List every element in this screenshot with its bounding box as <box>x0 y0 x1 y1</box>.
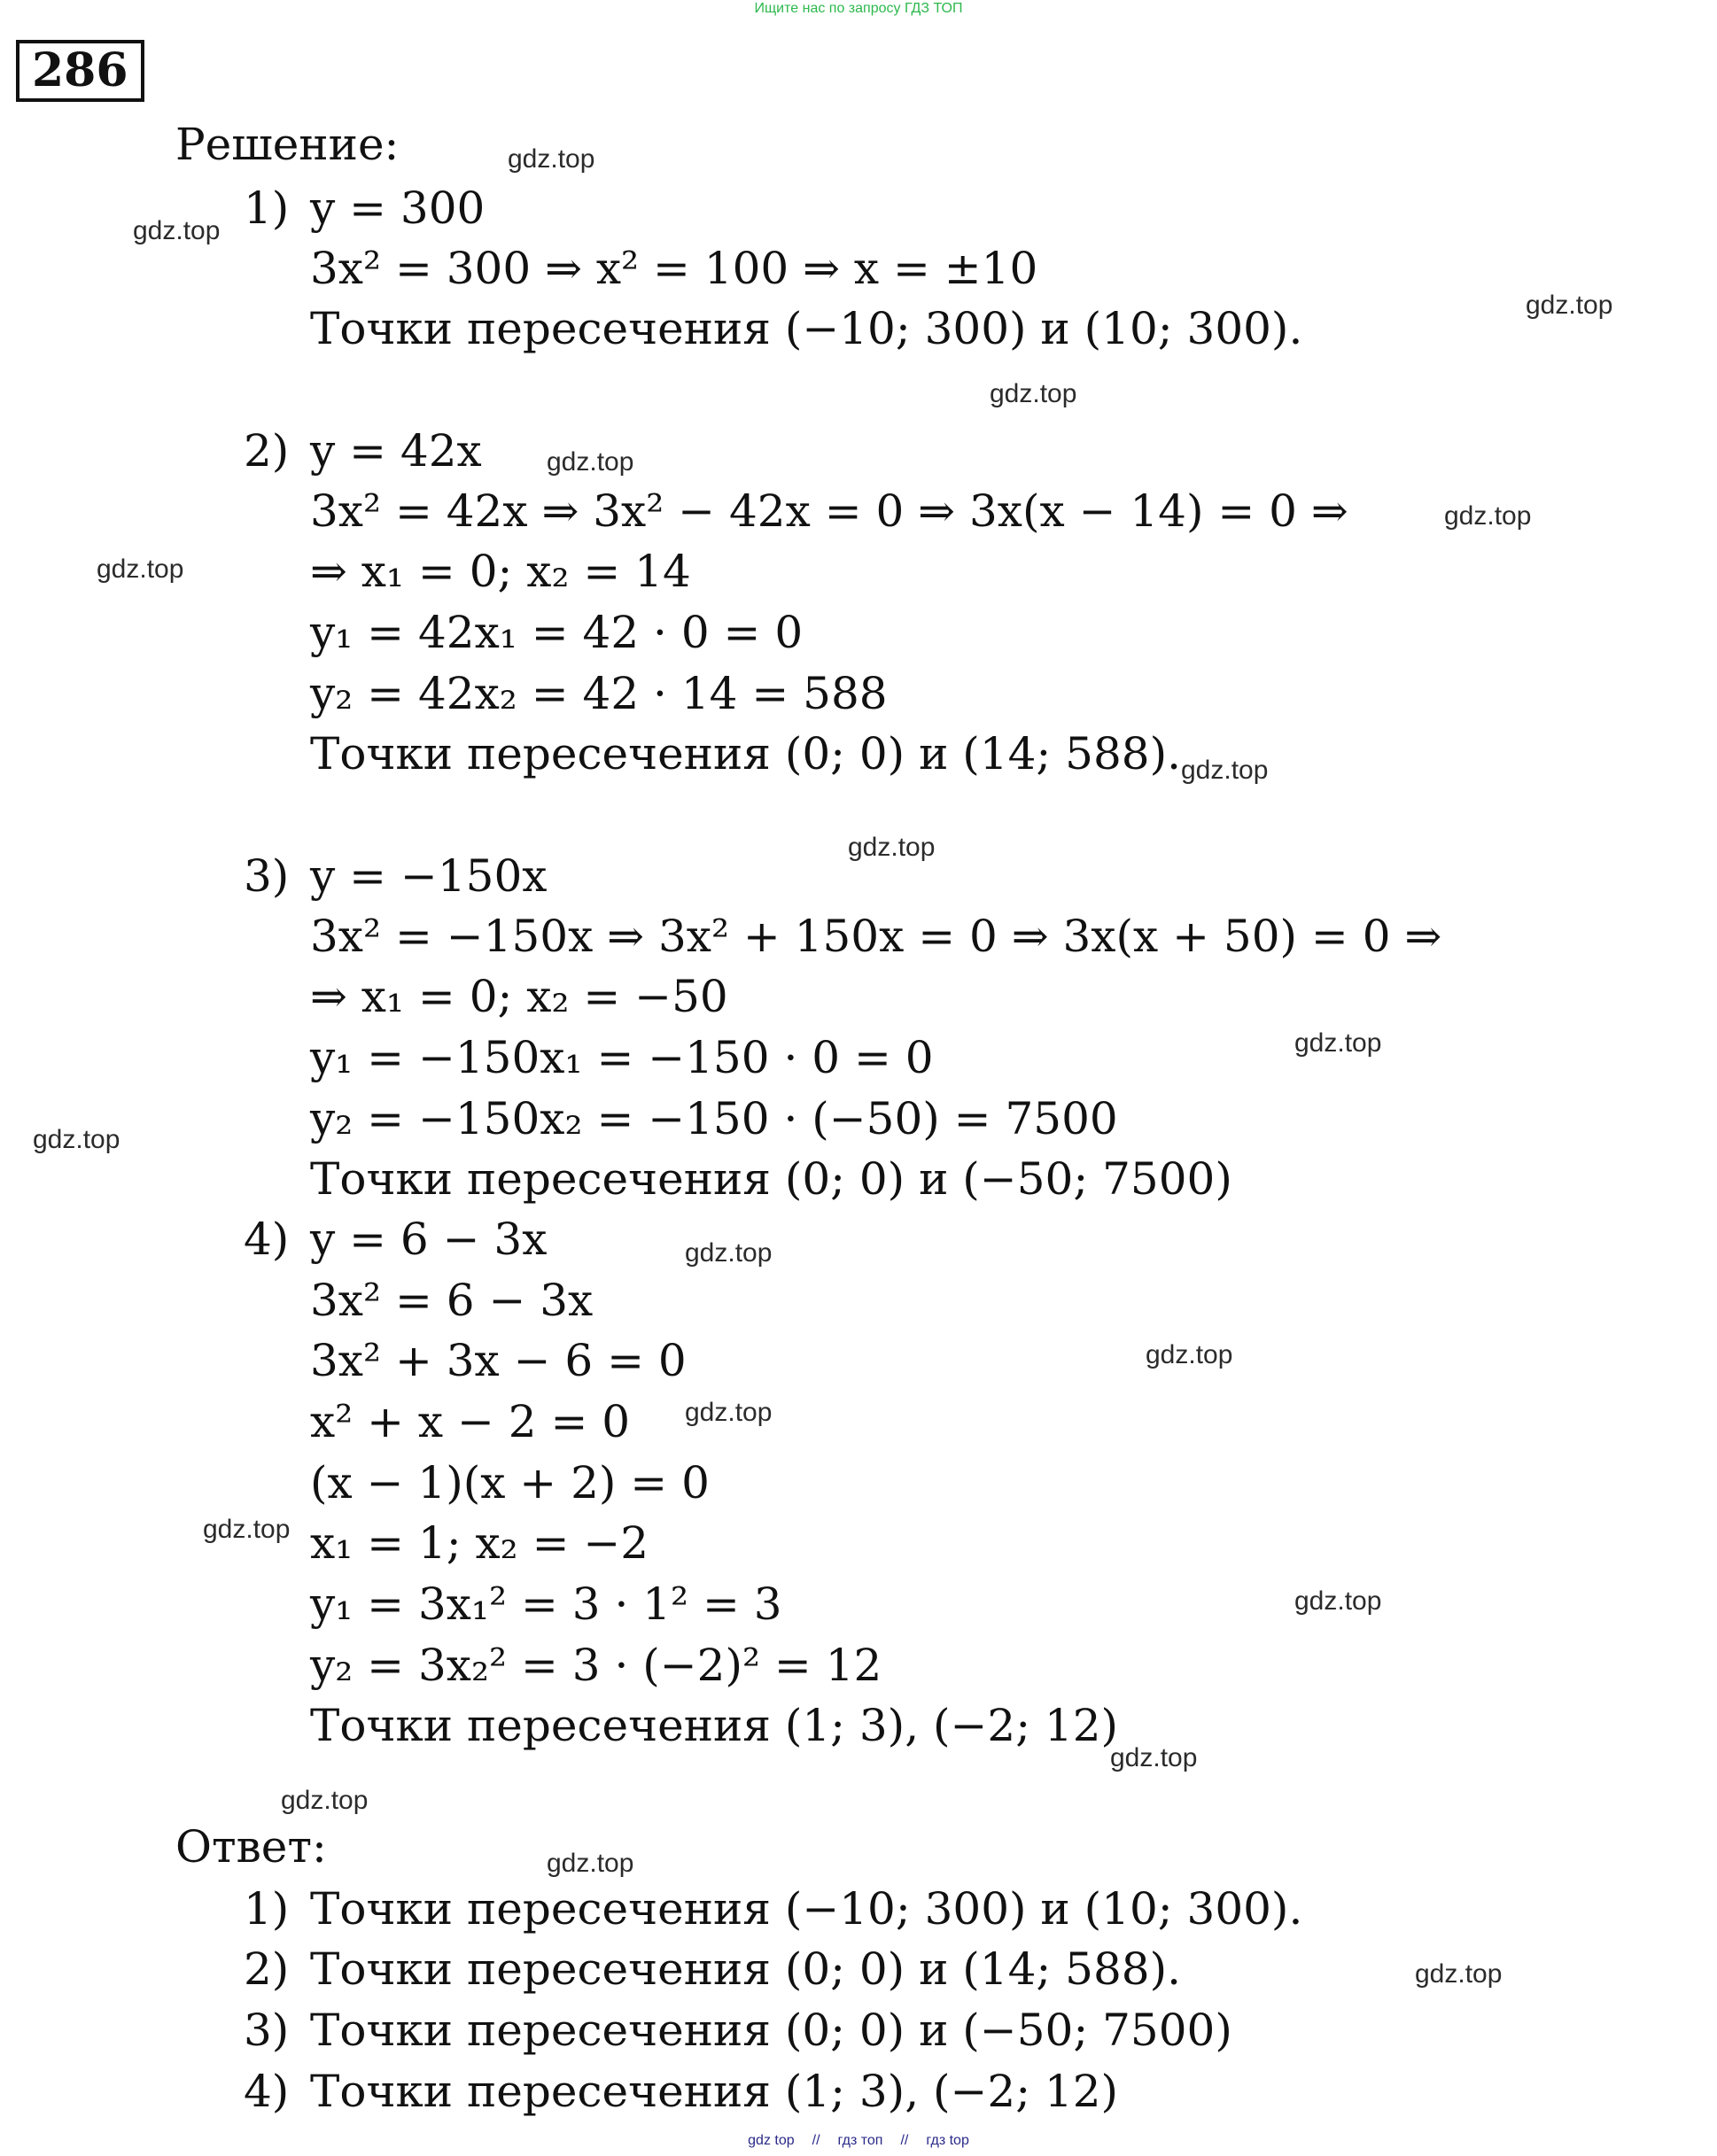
watermark: gdz.top <box>848 833 936 862</box>
watermark: gdz.top <box>1526 291 1613 320</box>
solution-line: y₂ = 3x₂² = 3 · (−2)² = 12 <box>310 1640 882 1691</box>
watermark: gdz.top <box>1294 1586 1382 1616</box>
solution-line: Точки пересечения (0; 0) и (−50; 7500) <box>310 1153 1232 1205</box>
watermark: gdz.top <box>1146 1340 1233 1369</box>
answer-line: Точки пересечения (1; 3), (−2; 12) <box>310 2066 1119 2117</box>
watermark: gdz.top <box>547 1849 634 1878</box>
site-banner[interactable]: Ищите нас по запросу ГДЗ ТОП <box>754 1 963 16</box>
footer-link-gdz-top-ru[interactable]: гдз топ <box>837 2133 883 2148</box>
solution-line: y₂ = −150x₂ = −150 · (−50) = 7500 <box>310 1093 1118 1144</box>
solution-line: ⇒ x₁ = 0; x₂ = −50 <box>310 971 728 1022</box>
solution-line: 3x² = −150x ⇒ 3x² + 150x = 0 ⇒ 3x(x + 50) = 0 ⇒ <box>310 911 1442 962</box>
solution-line: y₂ = 42x₂ = 42 · 14 = 588 <box>310 668 888 719</box>
watermark: gdz.top <box>547 447 634 477</box>
answer-line: Точки пересечения (−10; 300) и (10; 300). <box>310 1883 1303 1935</box>
watermark: gdz.top <box>33 1125 120 1154</box>
watermark: gdz.top <box>1181 756 1269 785</box>
watermark: gdz.top <box>133 216 221 245</box>
solution-line: Точки пересечения (0; 0) и (14; 588). <box>310 728 1182 779</box>
part-label-1: 1) <box>244 182 290 234</box>
answer-label-4: 4) <box>244 2066 290 2117</box>
solution-line: Точки пересечения (−10; 300) и (10; 300). <box>310 303 1303 354</box>
answer-label-2: 2) <box>244 1943 290 1995</box>
answer-label-1: 1) <box>244 1883 290 1935</box>
watermark: gdz.top <box>203 1515 291 1544</box>
watermark: gdz.top <box>1415 1959 1503 1989</box>
footer-link-gdz-top-mixed[interactable]: гдз top <box>926 2133 969 2148</box>
solution-line: (x − 1)(x + 2) = 0 <box>310 1457 710 1508</box>
watermark: gdz.top <box>990 379 1077 408</box>
problem-number: 286 <box>16 40 144 102</box>
watermark: gdz.top <box>685 1238 773 1268</box>
solution-line: y₁ = 3x₁² = 3 · 1² = 3 <box>310 1578 782 1630</box>
answer-heading: Ответ: <box>175 1821 327 1873</box>
watermark: gdz.top <box>685 1398 773 1427</box>
watermark: gdz.top <box>1294 1028 1382 1058</box>
answer-line: Точки пересечения (0; 0) и (−50; 7500) <box>310 2005 1232 2056</box>
solution-line: 3x² = 300 ⇒ x² = 100 ⇒ x = ±10 <box>310 243 1038 294</box>
watermark: gdz.top <box>281 1786 369 1815</box>
solution-line: y₁ = −150x₁ = −150 · 0 = 0 <box>310 1032 934 1083</box>
solution-line: Точки пересечения (1; 3), (−2; 12) <box>310 1700 1119 1751</box>
answer-label-3: 3) <box>244 2005 290 2056</box>
footer-links <box>0 2133 1717 2149</box>
part-label-4: 4) <box>244 1214 290 1265</box>
watermark: gdz.top <box>1444 501 1532 531</box>
part-label-3: 3) <box>244 850 290 902</box>
solution-line: x² + x − 2 = 0 <box>310 1396 631 1447</box>
answer-line: Точки пересечения (0; 0) и (14; 588). <box>310 1943 1182 1995</box>
solution-line: 3x² = 42x ⇒ 3x² − 42x = 0 ⇒ 3x(x − 14) = 0 ⇒ <box>310 485 1348 537</box>
solution-line: y = 6 − 3x <box>310 1214 548 1265</box>
solution-line: y = −150x <box>310 850 548 902</box>
solution-line: y₁ = 42x₁ = 42 · 0 = 0 <box>310 607 804 658</box>
solution-line: y = 42x <box>310 425 482 477</box>
solution-line: 3x² + 3x − 6 = 0 <box>310 1335 687 1386</box>
footer-separator: // <box>812 2133 820 2148</box>
solution-line: ⇒ x₁ = 0; x₂ = 14 <box>310 546 691 597</box>
solution-line: 3x² = 6 − 3x <box>310 1275 594 1326</box>
footer-separator: // <box>900 2133 909 2148</box>
watermark: gdz.top <box>508 144 595 174</box>
watermark: gdz.top <box>1110 1743 1198 1772</box>
part-label-2: 2) <box>244 425 290 477</box>
watermark: gdz.top <box>97 555 184 584</box>
footer-link-gdz-top[interactable]: gdz top <box>748 2133 795 2148</box>
solution-line: y = 300 <box>310 182 486 234</box>
solution-heading: Решение: <box>175 119 400 170</box>
solution-line: x₁ = 1; x₂ = −2 <box>310 1517 649 1569</box>
